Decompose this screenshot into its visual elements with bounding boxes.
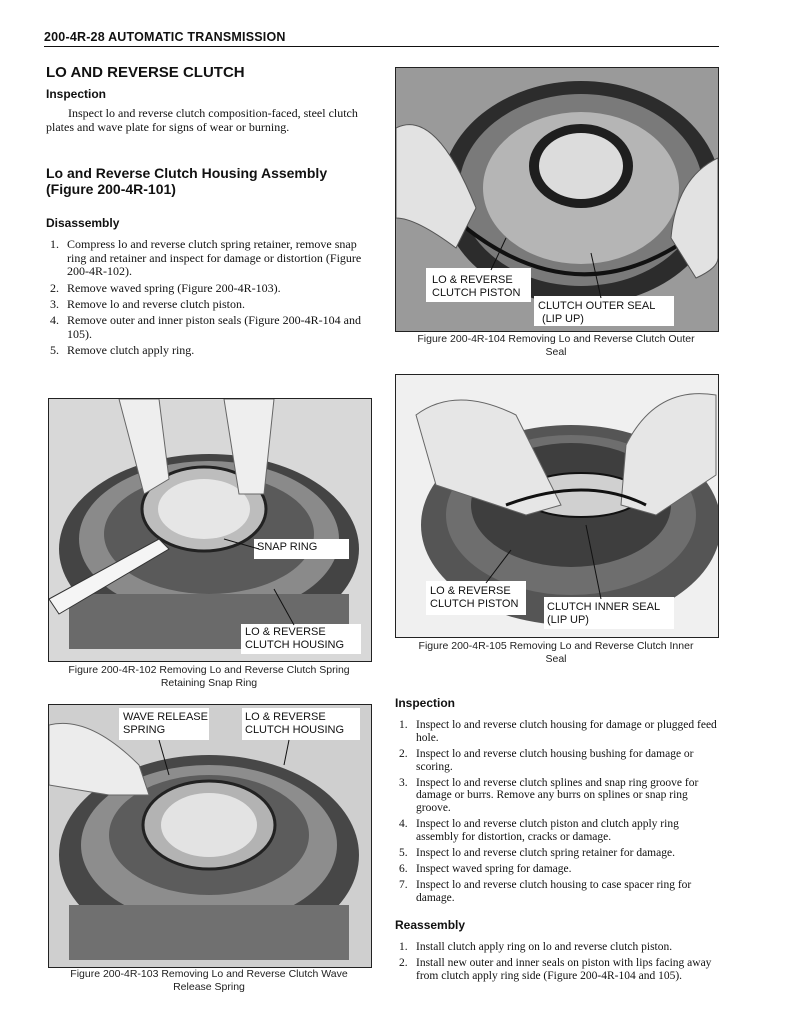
right-text-column (395, 696, 717, 986)
fig102-snap-ring-label: SNAP RING (257, 541, 318, 553)
section-title: LO AND REVERSE CLUTCH (46, 64, 245, 81)
reassembly-heading: Reassembly (395, 918, 466, 933)
figure-103-caption: Figure 200-4R-103 Removing Lo and Reverse Clutch Wave Release Spring (70, 968, 348, 993)
left-text-column (46, 64, 371, 361)
list-item: 2. Inspect lo and reverse clutch housing bushing for damage or scoring. (399, 747, 694, 773)
fig105-seal-label: CLUTCH INNER SEAL (LIP UP) (547, 601, 661, 626)
list-item: 3. Inspect lo and reverse clutch splines and snap ring groove for damage or burrs. Remove any burrs on splines or snap ring groove. (399, 776, 699, 815)
fig102-housing-label: LO & REVERSE CLUTCH HOUSING (245, 626, 345, 651)
list-item: 2. Install new outer and inner seals on piston with lips facing away from clutch apply ring side (Figure 200-4R-104 and 105). (399, 957, 712, 983)
list-item: 2. Remove waved spring (Figure 200-4R-103). (50, 280, 281, 295)
disassembly-heading: Disassembly (46, 216, 120, 231)
list-item: 1. Install clutch apply ring on lo and reverse clutch piston. (399, 941, 673, 954)
list-item: 4. Inspect lo and reverse clutch piston and clutch apply ring assembly for distortion, cracks or damage. (399, 818, 679, 843)
assembly-heading-line2: (Figure 200-4R-101) (46, 181, 176, 198)
disassembly-list (46, 238, 371, 358)
list-item: 5. Inspect lo and reverse clutch spring retainer for damage. (399, 846, 675, 859)
list-item: 3. Remove lo and reverse clutch piston. (50, 296, 245, 311)
list-item: 1. Inspect lo and reverse clutch housing for damage or plugged feed hole. (399, 719, 717, 744)
page-header: 200-4R-28 AUTOMATIC TRANSMISSION (44, 30, 719, 47)
fig104-piston-label: LO & REVERSE CLUTCH PISTON (432, 274, 521, 299)
reassembly-list (395, 941, 717, 983)
fig103-housing-label: LO & REVERSE CLUTCH HOUSING (245, 711, 345, 736)
list-item: 5. Remove clutch apply ring. (50, 343, 195, 358)
fig104-seal-label: CLUTCH OUTER SEAL (LIP UP) (538, 300, 656, 325)
figure-105-caption: Figure 200-4R-105 Removing Lo and Reverse Clutch Inner Seal (418, 640, 694, 665)
inspection-heading: Inspection (46, 87, 107, 101)
list-item: 1. Compress lo and reverse clutch spring retainer, remove snap ring and retainer and inspect for damage or distortion (Figure 200-4R-102). (50, 237, 362, 279)
right-inspection-heading: Inspection (395, 696, 456, 710)
figure-104-photo (395, 67, 719, 332)
figure-102-caption: Figure 200-4R-102 Removing Lo and Reverse Clutch Spring Retaining Snap Ring (68, 664, 350, 689)
list-item: 4. Remove outer and inner piston seals (Figure 200-4R-104 and 105). (50, 313, 361, 341)
figure-103-photo (48, 704, 372, 968)
figure-104-caption: Figure 200-4R-104 Removing Lo and Reverse Clutch Outer Seal (417, 333, 695, 358)
fig103-wave-spring-label: WAVE RELEASE SPRING (123, 711, 208, 736)
inspection-list (395, 719, 717, 904)
fig105-piston-label: LO & REVERSE CLUTCH PISTON (430, 585, 519, 610)
inspection-paragraph: Inspect lo and reverse clutch composition-faced, steel clutch plates and wave plate for signs of wear or burning. (46, 106, 358, 134)
assembly-heading-line1: Lo and Reverse Clutch Housing Assembly (46, 164, 328, 181)
list-item: 6. Inspect waved spring for damage. (399, 862, 572, 875)
figure-105-photo (395, 374, 719, 638)
figure-102-photo (48, 398, 372, 662)
list-item: 7. Inspect lo and reverse clutch housing to case spacer ring for damage. (399, 878, 692, 904)
